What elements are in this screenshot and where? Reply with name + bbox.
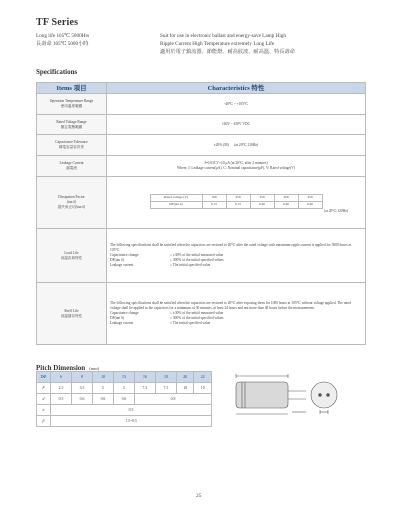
pitch-header-cell: 22 [194,372,212,383]
pitch-cell: 0.8 [134,394,211,405]
application-line-2: Ripple Current High Temperature extremely Long Life [160,41,275,47]
df-value-cell: 0.15 [202,201,226,208]
pitch-cell: 7.5 [134,383,155,394]
label-en: Capacitance Tolerance [55,140,88,144]
item-name: DF(tan δ) [110,258,124,262]
pitch-header-row [37,372,212,383]
label-en: Leakage Current [59,161,84,165]
spec-row-voltage [37,115,366,135]
spec-label-voltage [37,115,107,135]
spec-value-voltage: 160V ~ 450V VDC [107,115,366,135]
item-limit: ≤ 300% of the initial specified values [170,258,224,262]
pitch-table [36,371,212,427]
pitch-cell: 0.6 [113,394,134,405]
label-zh: 漏電流 [66,166,77,170]
label-en-sub: (tan δ) [66,200,77,204]
df-value-cell: 0.15 [226,201,250,208]
item-name: Leakage current [110,321,134,325]
df-voltage-row [150,194,322,201]
life-rating-zh: 長壽命 105℃ 5000小時 [36,41,89,47]
dissipation-table [150,194,323,209]
pitch-cell: 10 [194,383,212,394]
pitch-cell: 0.6 [71,394,92,405]
life-rating [36,32,89,48]
item-limit: ≤ The initial specified value [170,263,211,267]
df-voltage-cell: 450 [298,194,322,201]
capacitor-dimension-drawing [232,366,342,424]
df-voltage-cell: 250 [226,194,250,201]
pitch-symbol: β [37,416,51,427]
pitch-cell: 5 [113,383,134,394]
item-limit: ≤ 300% of the initial specified values [170,316,224,320]
pitch-cell: 5 [92,383,113,394]
specifications-table [36,82,366,345]
spec-label-temperature [37,94,107,115]
tolerance-value: ±20% (M) [213,142,229,147]
spec-row-leakage [37,156,366,177]
pitch-cell: 3.5 [71,383,92,394]
spec-label-tolerance [37,135,107,156]
label-en: Dissipation Factor [58,195,85,199]
tolerance-note: (at 20℃,120Hz) [234,142,259,147]
label-zh: 使用溫度範圍 [60,104,83,108]
spec-value-dissipation [107,177,366,229]
spec-label-load-life [37,229,107,283]
series-title: TF Series [36,17,79,28]
pitch-header-cell: 10 [92,372,113,383]
pitch-row-d [37,394,212,405]
specifications-title: Specifications [36,68,78,76]
characteristics-header: Characteristics 特性 [107,83,366,94]
pitch-cell: 2.5 [51,383,72,394]
label-zh: 高溫負荷特性 [60,255,83,260]
application-line-1: Suit for use in electronic ballast and energy-save Lamp High [160,33,286,39]
pitch-symbol: d [37,394,51,405]
capacitor-end-view [311,382,337,414]
shelf-life-item [110,321,362,326]
pitch-title: Pitch Dimension [36,364,86,372]
df-value-cell: 0.20 [274,201,298,208]
df-voltage-cell: 350 [250,194,274,201]
life-rating-en: Long life 105℃ 5000Hrs [36,33,90,39]
df-value-label: DF(tan δ) [150,201,202,208]
df-value-cell: 0.20 [250,201,274,208]
item-limit: ≤ ±30% of the initial measured value [170,311,224,315]
df-value-row [150,201,322,208]
spec-row-tolerance [37,135,366,156]
item-name: Capacitance change [110,253,139,257]
df-voltage-cell: 400 [274,194,298,201]
leakage-where: Where, I: Leakage current(μA), C: Nominal capacitance(μF), V: Rated voltage(V) [176,166,296,170]
spec-label-leakage [37,156,107,177]
pitch-symbol: F [37,383,51,394]
spec-row-shelf-life [37,283,366,345]
label-en: Shelf Life [64,308,79,313]
pitch-cell: 10 [176,383,194,394]
df-voltage-label: Rated voltage (V) [150,194,202,201]
pitch-header-cell: 16 [134,372,155,383]
spec-row-dissipation [37,177,366,229]
pitch-cell: 0.5 [51,405,212,416]
pitch-header-cell: 18 [155,372,176,383]
pitch-unit: (mm) [89,366,100,371]
spec-label-shelf-life [37,283,107,345]
application-description [160,32,295,56]
label-zh: 額定電壓範圍 [60,124,83,129]
spec-row-temperature [37,94,366,115]
pitch-row-alpha [37,405,212,416]
pitch-row-beta [37,416,212,427]
load-life-item [110,263,362,268]
item-name: Capacitance change [110,311,139,315]
spec-value-shelf-life [107,283,366,345]
spec-label-dissipation [37,177,107,229]
pitch-cell: 0.5 [51,394,72,405]
spec-value-tolerance [107,135,366,156]
shelf-life-intro: The following specifications shall be satisfied when the capacitors are restored to 20℃ after exposing them for 1000 hours at 105℃ without voltage applied. The rated voltage shall be applied to the capacitors for a minimum of 30 minutes, at least 24 hours and not more than 48 hours before the measurements. [110,301,351,310]
spec-value-temperature: -40℃ ~ +105℃ [107,94,366,115]
pitch-header-cell: 20 [176,372,194,383]
pitch-header-cell: 8 [71,372,92,383]
pitch-header-cell: 13 [113,372,134,383]
pitch-symbol: α [37,405,51,416]
df-value-cell: 0.20 [298,201,322,208]
items-header: Items 項目 [37,83,107,94]
pitch-cell: 7.5 [155,383,176,394]
label-en: Rated Voltage Range [56,119,87,124]
df-note: (at 20℃,120Hz) [324,208,348,213]
spec-header-row [37,83,366,94]
pitch-cell: 0.6 [92,394,113,405]
pitch-row-f [37,383,212,394]
spec-value-load-life [107,229,366,283]
label-zh: 靜電容量容許差 [58,145,85,149]
item-name: DF(tan δ) [110,316,124,320]
pitch-cell: 1.5~8.5 [51,416,212,427]
leakage-formula: I=0.03CV+10 μA (at 20℃, after 2 minutes) [204,161,268,165]
item-limit: ≤ ±30% of the initial measured value [170,253,224,257]
application-line-3: 適用於電子鎮流器、節能燈、耐高紋波、耐高溫、特長壽命 [160,49,295,55]
load-life-intro: The following specifications shall be satisfied when the capacitors are restored to 20℃ after the rated voltage with maximum ripple current is applied for 5000 hours at 105℃. [110,243,352,252]
spec-row-load-life [37,229,366,283]
label-zh: 高溫儲存特性 [60,313,83,318]
df-voltage-cell: 160 [202,194,226,201]
item-name: Leakage current [110,263,134,267]
label-en: Load Life [64,250,79,255]
pitch-header-cell: 6 [51,372,72,383]
label-zh: 損失角正切(tan δ) [57,205,86,209]
page-number: 25 [196,493,202,499]
spec-value-leakage [107,156,366,177]
label-en: Operation Temperature Range [49,99,94,103]
pitch-header-cell: DΦ [37,372,51,383]
item-limit: ≤ The initial specified value [170,321,211,325]
capacitor-side-view [236,374,306,414]
